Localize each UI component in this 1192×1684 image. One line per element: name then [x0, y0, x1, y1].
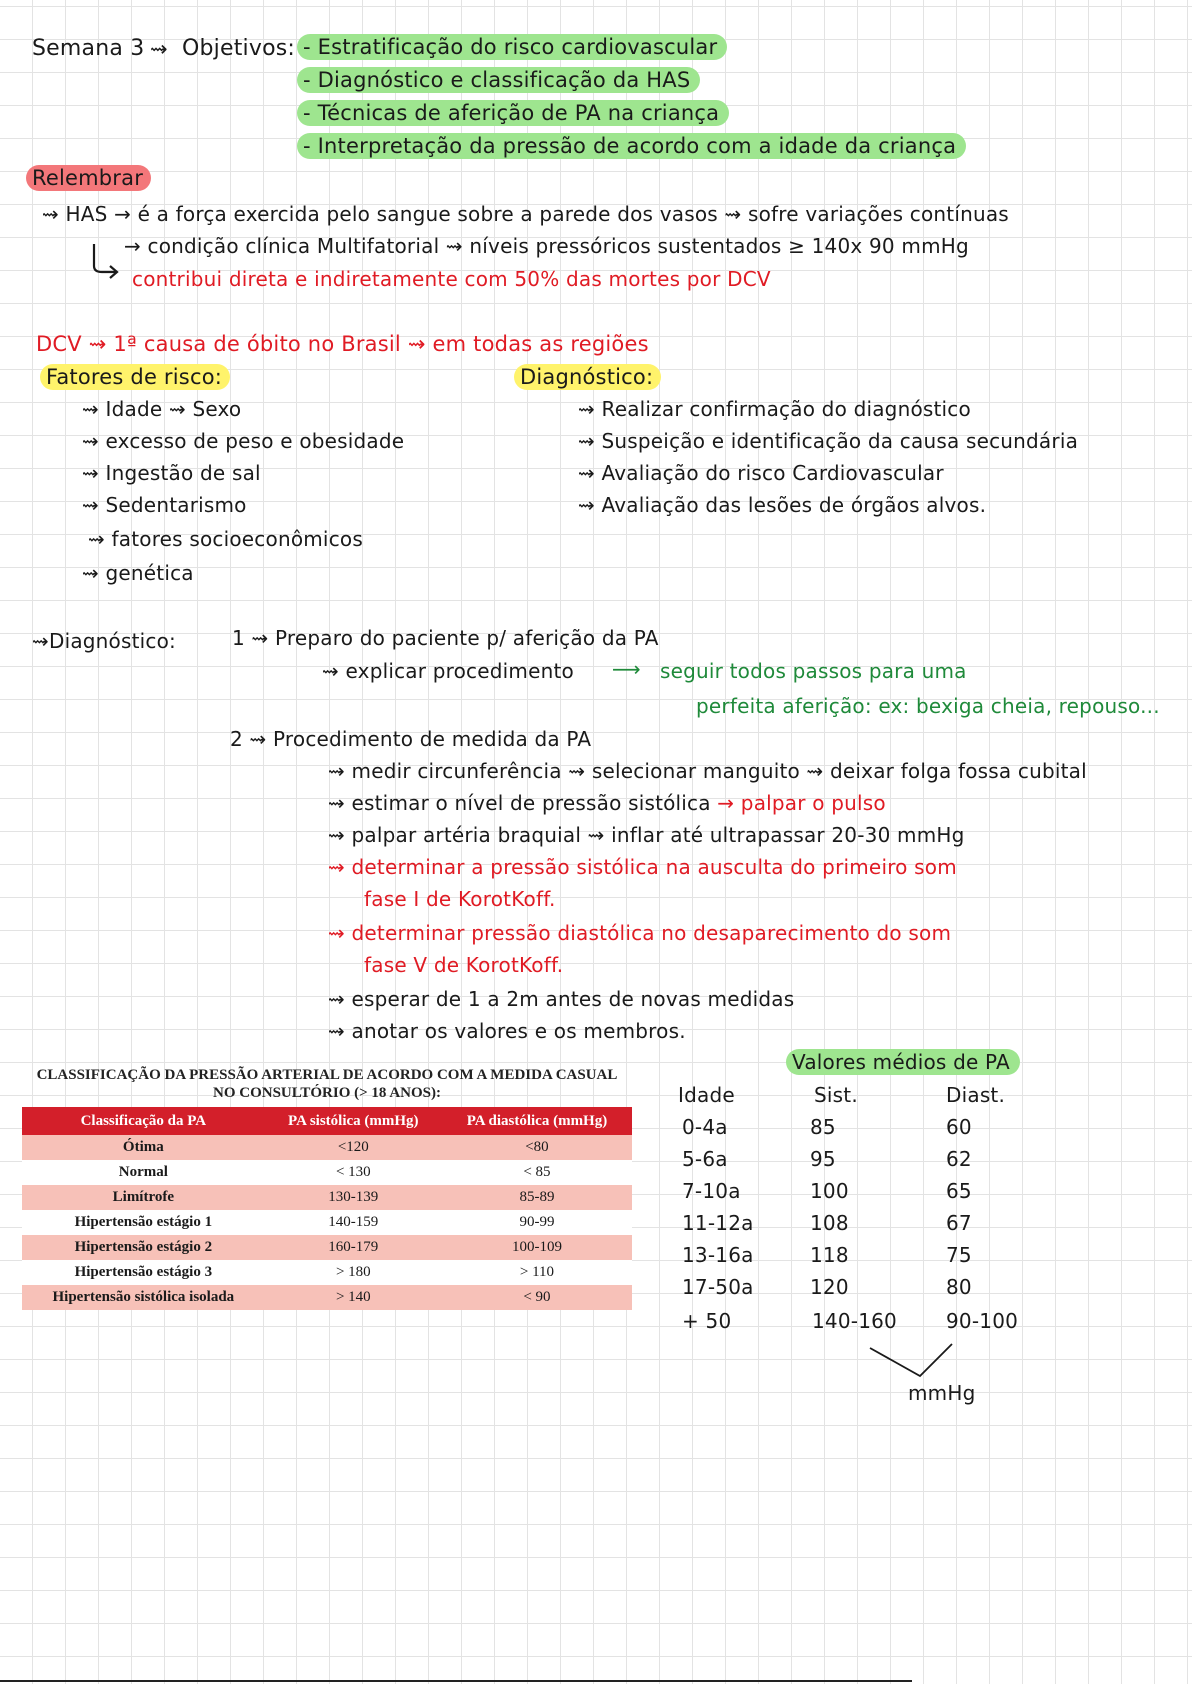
table-cell: < 90: [442, 1285, 632, 1310]
dcv-cause-text: 1ª causa de óbito no Brasil: [113, 332, 401, 356]
risk-genetic: genética: [105, 561, 194, 585]
arrow-icon: ⇝: [328, 823, 352, 847]
diagnosis-goal-3: [578, 460, 944, 486]
table-header: Classificação da PA: [22, 1107, 265, 1135]
mean-row-7-age: + 50: [682, 1309, 732, 1333]
arrow-icon: ⇝: [322, 659, 346, 683]
substep-5: [328, 920, 951, 946]
diagnosis-goal-1-text: Realizar confirmação do diagnóstico: [601, 397, 971, 421]
risk-item-5: [88, 526, 363, 552]
table-cell: Hipertensão estágio 2: [22, 1235, 265, 1260]
table-cell: <120: [265, 1135, 442, 1160]
mean-row-4-sys: 108: [810, 1211, 849, 1235]
recall-variation-text: sofre variações contínuas: [747, 202, 1009, 226]
substep-6: [328, 986, 794, 1012]
table-cell: > 140: [265, 1285, 442, 1310]
arrow-icon: ⇝: [328, 921, 352, 945]
arrow-icon: ⇝: [82, 429, 106, 453]
procedure-note-2: perfeita aferição: ex: bexiga cheia, repouso...: [696, 694, 1160, 718]
substep-4-text: determinar a pressão sistólica na ausculta do primeiro som: [351, 855, 957, 879]
arrow-icon: →: [717, 791, 741, 815]
table-row: [22, 1135, 632, 1160]
arrow-icon: ⇝: [568, 759, 592, 783]
diagnosis-goal-3-text: Avaliação do risco Cardiovascular: [601, 461, 944, 485]
risk-age: Idade: [105, 397, 163, 421]
procedure-label: [32, 628, 176, 654]
arrow-icon: ⇝: [82, 461, 106, 485]
table-cell: 85-89: [442, 1185, 632, 1210]
arrow-icon: ⇝: [82, 397, 106, 421]
arrow-icon: ⇝: [806, 759, 831, 783]
risk-item-3: [82, 460, 261, 486]
table-header: PA diastólica (mmHg): [442, 1107, 632, 1135]
recall-label: Relembrar: [26, 165, 151, 191]
substep-7-text: anotar os valores e os membros.: [351, 1019, 686, 1043]
diagnosis-goal-2-text: Suspeição e identificação da causa secundária: [601, 429, 1079, 453]
mean-row-3-sys: 100: [810, 1179, 849, 1203]
substep-2-extra: palpar o pulso: [740, 791, 886, 815]
substep-1-extra2: deixar folga fossa cubital: [830, 759, 1087, 783]
table-cell: > 110: [442, 1260, 632, 1285]
table-cell: 100-109: [442, 1235, 632, 1260]
objective-3: - Técnicas de aferição de PA na criança: [297, 100, 729, 126]
mean-row-4-age: 11-12a: [682, 1211, 754, 1235]
table-cell: 130-139: [265, 1185, 442, 1210]
procedure-label-text: Diagnóstico:: [48, 629, 176, 653]
arrow-icon: ⇝: [328, 1019, 352, 1043]
mean-row-1-sys: 85: [810, 1115, 836, 1139]
dcv-text: DCV: [36, 332, 82, 356]
table-cell: Hipertensão sistólica isolada: [22, 1285, 265, 1310]
mean-row-6-dia: 80: [946, 1275, 972, 1299]
diagnosis-goal-4-text: Avaliação das lesões de órgãos alvos.: [601, 493, 987, 517]
arrow-icon: ⇝: [32, 629, 49, 653]
recall-line-3: contribui direta e indiretamente com 50% das mortes por DCV: [132, 267, 771, 291]
arrow-icon: ⇝: [82, 561, 106, 585]
objective-2: - Diagnóstico e classificação da HAS: [297, 67, 700, 93]
arrow-icon: ⇝: [82, 493, 106, 517]
table-cell: Limítrofe: [22, 1185, 265, 1210]
substep-3-extra: inflar até ultrapassar 20-30 mmHg: [611, 823, 965, 847]
arrow-icon: ⇝: [328, 791, 352, 815]
diagnosis-goal-2: [578, 428, 1078, 454]
mean-row-2-dia: 62: [946, 1147, 972, 1171]
objective-1: - Estratificação do risco cardiovascular: [297, 34, 727, 60]
arrow-icon: ⇝: [578, 493, 602, 517]
arrow-icon: ⇝: [88, 332, 114, 356]
substep-4-cont: fase I de KorotKoff.: [364, 887, 556, 911]
table-row: [22, 1235, 632, 1260]
arrow-icon: ⇝: [724, 202, 748, 226]
table-row: [22, 1260, 632, 1285]
recall-condition-text: → condição clínica Multifatorial: [124, 234, 440, 258]
mean-row-4-dia: 67: [946, 1211, 972, 1235]
mean-row-2-age: 5-6a: [682, 1147, 728, 1171]
table-cell: > 180: [265, 1260, 442, 1285]
dcv-regions-text: em todas as regiões: [432, 332, 649, 356]
mean-row-5-age: 13-16a: [682, 1243, 754, 1267]
substep-6-text: esperar de 1 a 2m antes de novas medidas: [351, 987, 795, 1011]
risk-item-2: [82, 428, 404, 454]
mean-row-5-dia: 75: [946, 1243, 972, 1267]
table-cell: < 85: [442, 1160, 632, 1185]
table-header: PA sistólica (mmHg): [265, 1107, 442, 1135]
mean-header-age: Idade: [678, 1083, 735, 1107]
risk-socio: fatores socioeconômicos: [111, 527, 363, 551]
mean-row-7-sys: 140-160: [812, 1309, 897, 1333]
substep-2: [328, 790, 886, 816]
arrow-icon: ⇝: [168, 397, 193, 421]
mean-row-3-dia: 65: [946, 1179, 972, 1203]
procedure-step-1a-text: explicar procedimento: [345, 659, 574, 683]
classification-title-line-1: CLASSIFICAÇÃO DA PRESSÃO ARTERIAL DE ACORDO COM A MEDIDA CASUAL: [36, 1067, 618, 1083]
classification-title-line-2: NO CONSULTÓRIO (> 18 ANOS):: [212, 1085, 442, 1101]
table-row: [22, 1210, 632, 1235]
curved-arrow-icon: [82, 240, 122, 280]
table-cell: <80: [442, 1135, 632, 1160]
mean-row-6-sys: 120: [810, 1275, 849, 1299]
table-cell: Hipertensão estágio 3: [22, 1260, 265, 1285]
procedure-step-1: 1 ⇝ Preparo do paciente p/ aferição da PA: [232, 626, 659, 650]
arrow-icon: ⇝: [88, 527, 112, 551]
mean-header-sys: Sist.: [814, 1083, 858, 1107]
recall-line-1: [42, 201, 1009, 227]
diagnosis-goal-1: [578, 396, 971, 422]
arrow-icon: ⇝: [328, 855, 352, 879]
recall-has-text: HAS → é a força exercida pelo sangue sobre a parede dos vasos: [65, 202, 718, 226]
arrow-icon: ⇝: [578, 397, 602, 421]
table-cell: Normal: [22, 1160, 265, 1185]
diagnosis-goals-label: Diagnóstico:: [514, 364, 661, 390]
substep-3-text: palpar artéria braquial: [351, 823, 582, 847]
procedure-note-1: seguir todos passos para uma: [660, 659, 967, 683]
table-cell: < 130: [265, 1160, 442, 1185]
table-cell: Hipertensão estágio 1: [22, 1210, 265, 1235]
objectives-label: Objetivos:: [182, 36, 296, 61]
substep-5-cont: fase V de KorotKoff.: [364, 953, 564, 977]
table-header-row: [22, 1107, 632, 1135]
classification-table: [22, 1107, 632, 1310]
arrow-icon: ⇝: [328, 987, 352, 1011]
table-cell: Ótima: [22, 1135, 265, 1160]
table-cell: 160-179: [265, 1235, 442, 1260]
arrow-icon: ⇝: [150, 37, 168, 61]
mean-row-7-dia: 90-100: [946, 1309, 1019, 1333]
mean-row-1-dia: 60: [946, 1115, 972, 1139]
arrow-icon: ⇝: [407, 332, 433, 356]
arrow-icon: ⇝: [328, 759, 352, 783]
substep-1-extra: selecionar manguito: [591, 759, 800, 783]
mean-values-title: Valores médios de PA: [786, 1049, 1020, 1075]
procedure-step-1a: [322, 658, 574, 684]
risk-sedentary: Sedentarismo: [105, 493, 247, 517]
mean-row-2-sys: 95: [810, 1147, 836, 1171]
arrow-icon: ⇝: [42, 202, 66, 226]
risk-weight: excesso de peso e obesidade: [105, 429, 405, 453]
arrow-icon: ⇝: [445, 234, 470, 258]
mean-header-dia: Diast.: [946, 1083, 1006, 1107]
arrow-icon: ⇝: [587, 823, 612, 847]
bottom-divider: [0, 1680, 912, 1682]
table-cell: 90-99: [442, 1210, 632, 1235]
mean-row-3-age: 7-10a: [682, 1179, 741, 1203]
substep-4: [328, 854, 957, 880]
arrow-icon: ⇝: [578, 461, 602, 485]
substep-5-text: determinar pressão diastólica no desaparecimento do som: [351, 921, 952, 945]
arrow-icon: ⇝: [578, 429, 602, 453]
procedure-step-2: 2 ⇝ Procedimento de medida da PA: [230, 727, 592, 751]
risk-salt: Ingestão de sal: [105, 461, 261, 485]
mean-row-5-sys: 118: [810, 1243, 849, 1267]
substep-2-text: estimar o nível de pressão sistólica: [351, 791, 711, 815]
substep-1-text: medir circunferência: [351, 759, 562, 783]
mean-unit: mmHg: [908, 1381, 976, 1405]
table-row: [22, 1185, 632, 1210]
risk-sex: Sexo: [192, 397, 242, 421]
mean-row-1-age: 0-4a: [682, 1115, 728, 1139]
table-cell: 140-159: [265, 1210, 442, 1235]
substep-7: [328, 1018, 686, 1044]
classification-table-title: [22, 1066, 632, 1102]
week-title: Semana 3: [32, 36, 145, 61]
recall-line-2: [124, 233, 969, 259]
objective-4: - Interpretação da pressão de acordo com a idade da criança: [297, 133, 966, 159]
table-row: [22, 1285, 632, 1310]
risk-item-6: [82, 560, 194, 586]
diagnosis-goal-4: [578, 492, 986, 518]
risk-item-1: [82, 396, 241, 422]
substep-1: [328, 758, 1087, 784]
long-arrow-icon: ⟶: [612, 657, 641, 681]
mean-row-6-age: 17-50a: [682, 1275, 754, 1299]
substep-3: [328, 822, 965, 848]
risk-factors-label: Fatores de risco:: [40, 364, 230, 390]
risk-item-4: [82, 492, 247, 518]
table-row: [22, 1160, 632, 1185]
dcv-line: [36, 331, 649, 357]
recall-levels-text: níveis pressóricos sustentados ≥ 140x 90 mmHg: [469, 234, 969, 258]
